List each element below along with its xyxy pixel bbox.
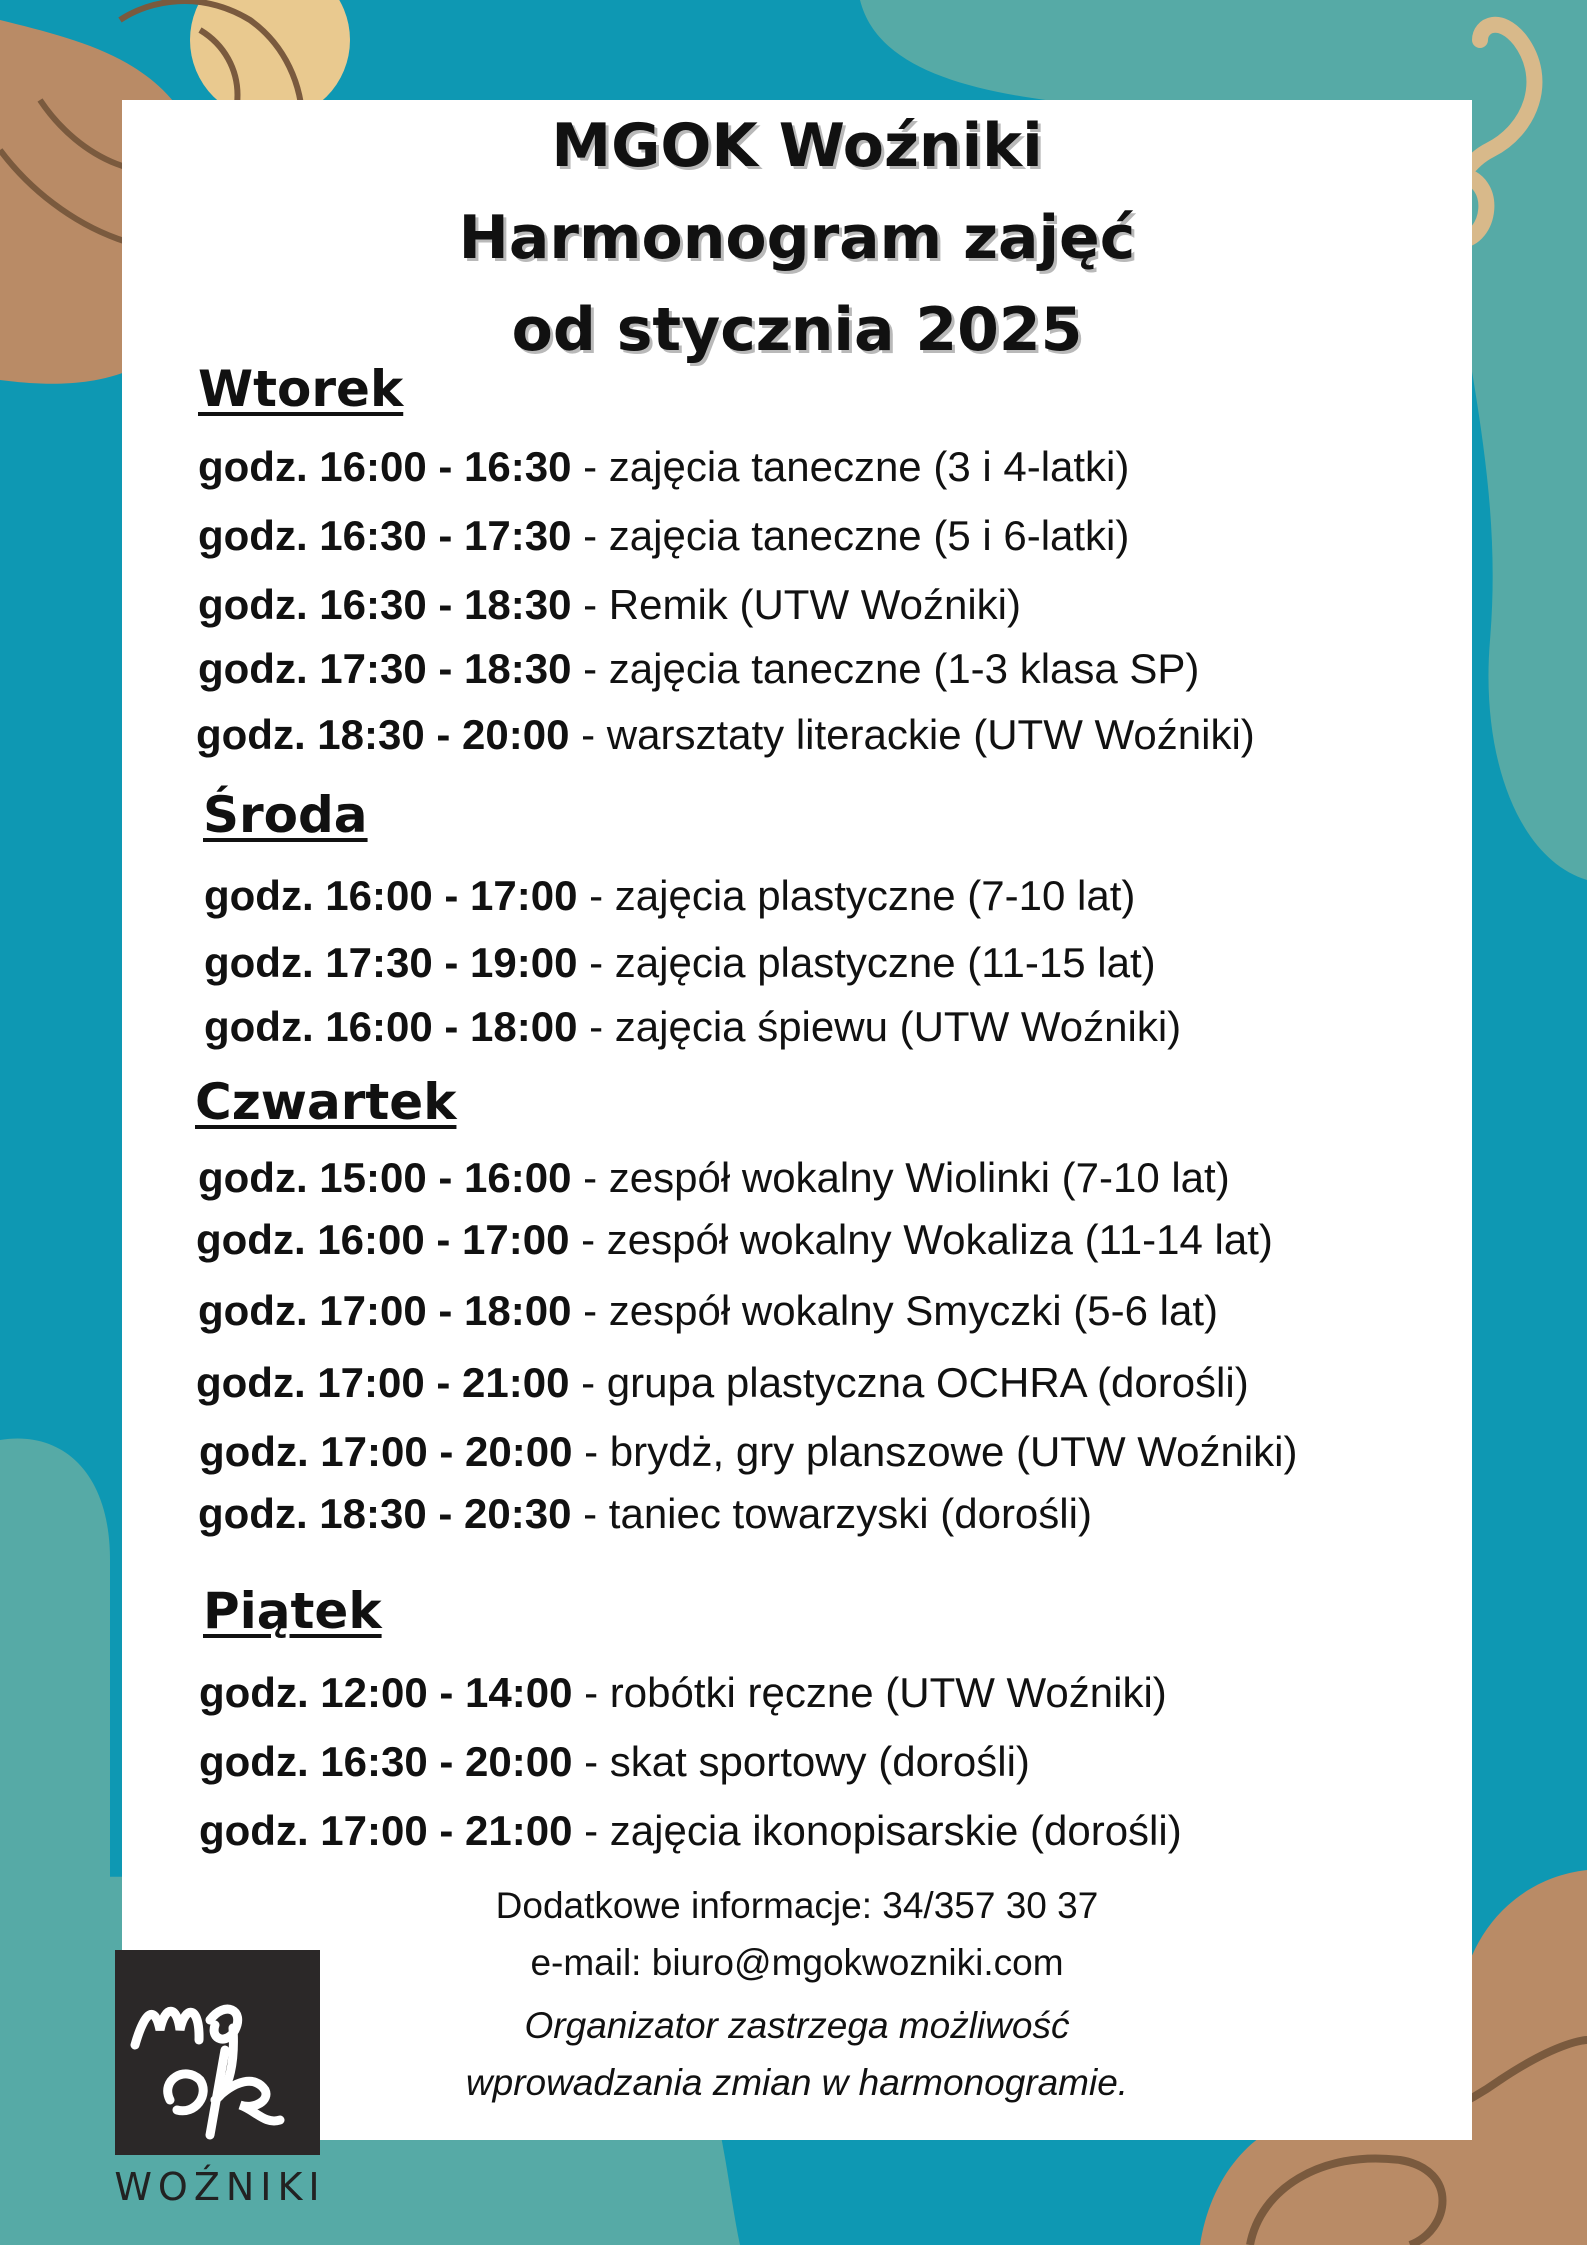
schedule-row	[196, 1216, 1273, 1264]
schedule-time: godz. 17:00 - 21:00	[196, 1359, 570, 1406]
schedule-activity: - zajęcia plastyczne (11-15 lat)	[577, 939, 1156, 986]
contact-email: e-mail: biuro@mgokwozniki.com	[530, 1942, 1064, 1983]
schedule-activity: - brydż, gry planszowe (UTW Woźniki)	[572, 1428, 1298, 1475]
schedule-activity: - zajęcia plastyczne (7-10 lat)	[577, 872, 1136, 919]
day-heading-sroda: Środa	[203, 786, 368, 844]
schedule-time: godz. 18:30 - 20:30	[198, 1490, 572, 1537]
schedule-activity: - robótki ręczne (UTW Woźniki)	[572, 1669, 1167, 1716]
schedule-row	[204, 872, 1135, 920]
schedule-time: godz. 17:30 - 19:00	[204, 939, 578, 986]
disclaimer-line-2: wprowadzania zmian w harmonogramie.	[465, 2062, 1129, 2103]
schedule-row	[198, 1287, 1218, 1335]
schedule-activity: - taniec towarzyski (dorośli)	[571, 1490, 1092, 1537]
mgok-logo-mark	[115, 1950, 320, 2155]
schedule-row	[199, 1669, 1167, 1717]
schedule-time: godz. 16:00 - 16:30	[198, 443, 572, 490]
schedule-activity: - zajęcia taneczne (1-3 klasa SP)	[571, 645, 1200, 692]
schedule-activity: - Remik (UTW Woźniki)	[571, 581, 1021, 628]
schedule-time: godz. 17:30 - 18:30	[198, 645, 572, 692]
schedule-row	[199, 1428, 1298, 1476]
schedule-activity: - zespół wokalny Wiolinki (7-10 lat)	[571, 1154, 1230, 1201]
schedule-activity: - zajęcia śpiewu (UTW Woźniki)	[577, 1003, 1182, 1050]
schedule-row	[204, 939, 1156, 987]
schedule-time: godz. 16:00 - 18:00	[204, 1003, 578, 1050]
schedule-time: godz. 16:30 - 20:00	[199, 1738, 573, 1785]
schedule-row	[198, 1490, 1092, 1538]
schedule-row	[199, 1738, 1030, 1786]
schedule-time: godz. 16:30 - 17:30	[198, 512, 572, 559]
schedule-row	[196, 1359, 1249, 1407]
contact-phone: Dodatkowe informacje: 34/357 30 37	[495, 1885, 1099, 1926]
schedule-activity: - grupa plastyczna OCHRA (dorośli)	[569, 1359, 1249, 1406]
schedule-time: godz. 16:30 - 18:30	[198, 581, 572, 628]
schedule-activity: - zajęcia ikonopisarskie (dorośli)	[572, 1807, 1182, 1854]
day-heading-piatek: Piątek	[203, 1582, 382, 1640]
schedule-row	[198, 443, 1129, 491]
schedule-activity: - zajęcia taneczne (5 i 6-latki)	[571, 512, 1130, 559]
schedule-row	[199, 1807, 1182, 1855]
schedule-activity: - zajęcia taneczne (3 i 4-latki)	[571, 443, 1130, 490]
schedule-activity: - skat sportowy (dorośli)	[572, 1738, 1030, 1785]
mgok-logo	[115, 1950, 320, 2155]
schedule-row	[198, 645, 1199, 693]
title-line-3: od stycznia 2025	[511, 295, 1083, 365]
title-line-1: MGOK Woźniki	[551, 111, 1043, 181]
schedule-time: godz. 18:30 - 20:00	[196, 711, 570, 758]
schedule-row	[198, 581, 1021, 629]
schedule-row	[198, 512, 1129, 560]
schedule-time: godz. 16:00 - 17:00	[196, 1216, 570, 1263]
schedule-row	[196, 711, 1255, 759]
logo-wordmark: WOŹNIKI	[114, 2165, 326, 2209]
page-title	[122, 100, 1472, 376]
schedule-time: godz. 17:00 - 20:00	[199, 1428, 573, 1475]
schedule-time: godz. 15:00 - 16:00	[198, 1154, 572, 1201]
schedule-activity: - warsztaty literackie (UTW Woźniki)	[569, 711, 1255, 758]
title-line-2: Harmonogram zajęć	[458, 203, 1136, 273]
day-heading-wtorek: Wtorek	[198, 360, 404, 418]
schedule-time: godz. 16:00 - 17:00	[204, 872, 578, 919]
disclaimer-line-1: Organizator zastrzega możliwość	[524, 2005, 1070, 2046]
schedule-time: godz. 17:00 - 18:00	[198, 1287, 572, 1334]
schedule-time: godz. 12:00 - 14:00	[199, 1669, 573, 1716]
schedule-activity: - zespół wokalny Smyczki (5-6 lat)	[571, 1287, 1218, 1334]
schedule-time: godz. 17:00 - 21:00	[199, 1807, 573, 1854]
schedule-activity: - zespół wokalny Wokaliza (11-14 lat)	[569, 1216, 1273, 1263]
schedule-row	[198, 1154, 1230, 1202]
day-heading-czwartek: Czwartek	[195, 1073, 457, 1131]
schedule-row	[204, 1003, 1181, 1051]
